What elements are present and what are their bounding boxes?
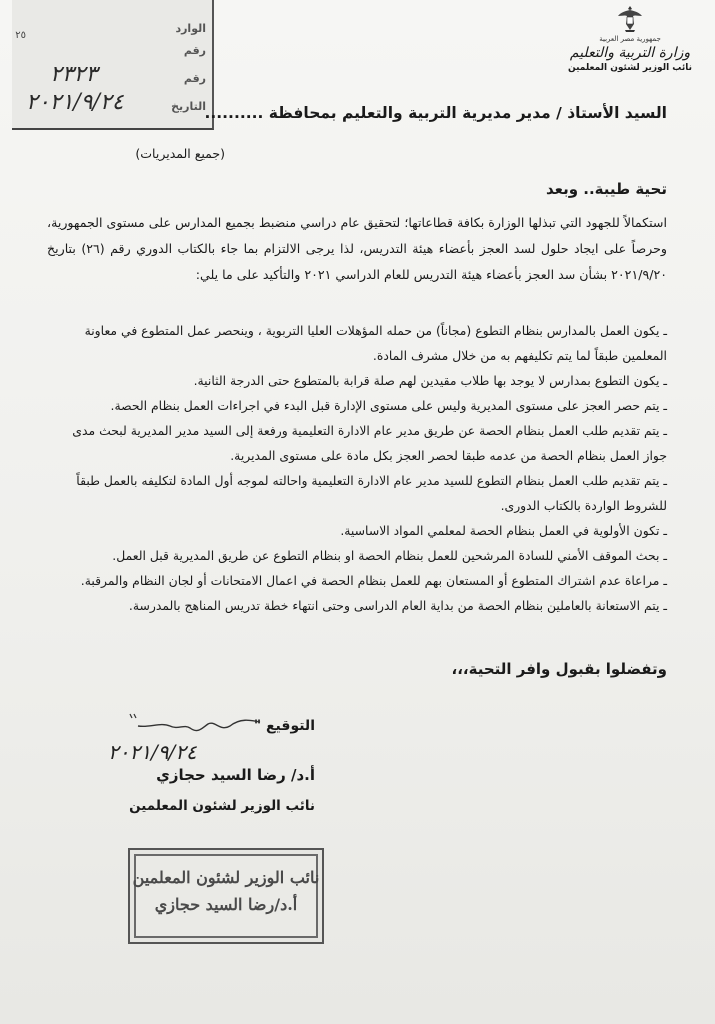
list-item: ـ مراعاة عدم اشتراك المتطوع أو المستعان بهم للعمل بنظام الحصة في اعمال الامتحانات أو لجان النظام والمرقبة.	[80, 573, 667, 588]
scope-note: (جميع المديريات)	[135, 146, 225, 161]
greeting: تحية طيبة.. وبعد	[545, 180, 667, 198]
ref-label-incoming: الوارد	[175, 22, 206, 35]
addressee: السيد الأستاذ / مدير مديرية التربية والتعليم بمحافظة ..........	[204, 104, 667, 122]
list-item: ـ يتم تقديم طلب العمل بنظام التطوع للسيد مدير عام الادارة التعليمية واحالته لموجه أول المادة لتكليفه بالعمل طبقاً للشروط الواردة بالكتاب الدورى.	[76, 473, 667, 513]
signer-name: أ.د/ رضا السيد حجازي	[156, 766, 315, 784]
handwritten-signature	[120, 712, 270, 740]
list-item: ـ يكون العمل بالمدارس بنظام التطوع (مجاناً) من حمله المؤهلات العليا التربوية ، وينحصر عمل المتطوع في معاونة المعلمين طبقاً لما يتم تكليفهم به من خلال مشرف المادة.	[84, 323, 667, 363]
letterhead-ministry: وزارة التربية والتعليم	[569, 45, 691, 61]
signature-label: التوقيع "	[253, 718, 315, 734]
list-item: ـ يتم حصر العجز على مستوى المديرية وليس على مستوى الإدارة قبل البدء في اجراءات العمل بنظام الحصة.	[110, 398, 667, 413]
official-stamp	[128, 848, 324, 944]
signature-date: ٢٠٢١/٩/٢٤	[108, 740, 197, 764]
egypt-eagle-icon	[617, 4, 643, 34]
ref-label-number: رقم	[183, 44, 206, 57]
list-item: ـ يتم تقديم طلب العمل بنظام الحصة عن طريق مدير عام الادارة التعليمية ورفعة إلى السيد مدير المديرية لبحث مدى جواز العمل بنظام الحصة من عدمه طبقا لحصر العجز بكل مادة على مستوى المديرية.	[72, 423, 667, 463]
letterhead-deputy: نائب الوزير لشئون المعلمين	[568, 63, 692, 73]
list-item: ـ تكون الأولوية في العمل بنظام الحصة لمعلمي المواد الاساسية.	[340, 523, 667, 538]
list-item: ـ يتم الاستعانة بالعاملين بنظام الحصة من بداية العام الدراسى وحتى انتهاء خطة تدريس المناهج بالمدرسة.	[128, 598, 667, 613]
instructions-list	[47, 318, 667, 618]
intro-paragraph: استكمالاً للجهود التي تبذلها الوزارة بكافة قطاعاتها؛ لتحقيق عام دراسي منضبط بجميع المدارس على مستوى الجمهورية، وحرصاً على ايجاد حلول لسد العجز بأعضاء هيئة التدريس، لذا يرجى الالتزام بما جاء بالكتاب الدوري رقم (٢٦) بتاريخ ٢٠٢١/٩/٢٠ بشأن سد العجز بأعضاء هيئة التدريس للعام الدراسي ٢٠٢١ والتأكيد على ما يلي:	[47, 215, 667, 282]
ref-label-number-2: رقم	[183, 72, 206, 85]
signer-title: نائب الوزير لشئون المعلمين	[129, 798, 315, 814]
letterhead	[565, 4, 695, 73]
stamp-line-title: نائب الوزير لشئون المعلمين	[132, 868, 320, 887]
letterhead-country: جمهورية مصر العربية	[599, 35, 661, 43]
ref-date: ٢٠٢١/٩/٢٤	[26, 90, 124, 115]
ref-number: ٢٣٢٣	[50, 62, 98, 87]
ref-edge-mark: ٢٥	[15, 30, 26, 41]
stamp-line-name: أ.د/رضا السيد حجازي	[154, 895, 298, 914]
reference-box	[12, 0, 214, 130]
list-item: ـ يكون التطوع بمدارس لا يوجد بها طلاب مقيدين لهم صلة قرابة بالمتطوع حتى الدرجة الثانية.	[193, 373, 667, 388]
list-item: ـ بحث الموقف الأمني للسادة المرشحين للعمل بنظام الحصة او بنظام التطوع عن طريق المديرية قبل العمل.	[112, 548, 667, 563]
ref-label-date: التاريخ	[171, 100, 206, 113]
closing-line: وتفضلوا بقبول وافر التحية،،،	[451, 660, 667, 678]
